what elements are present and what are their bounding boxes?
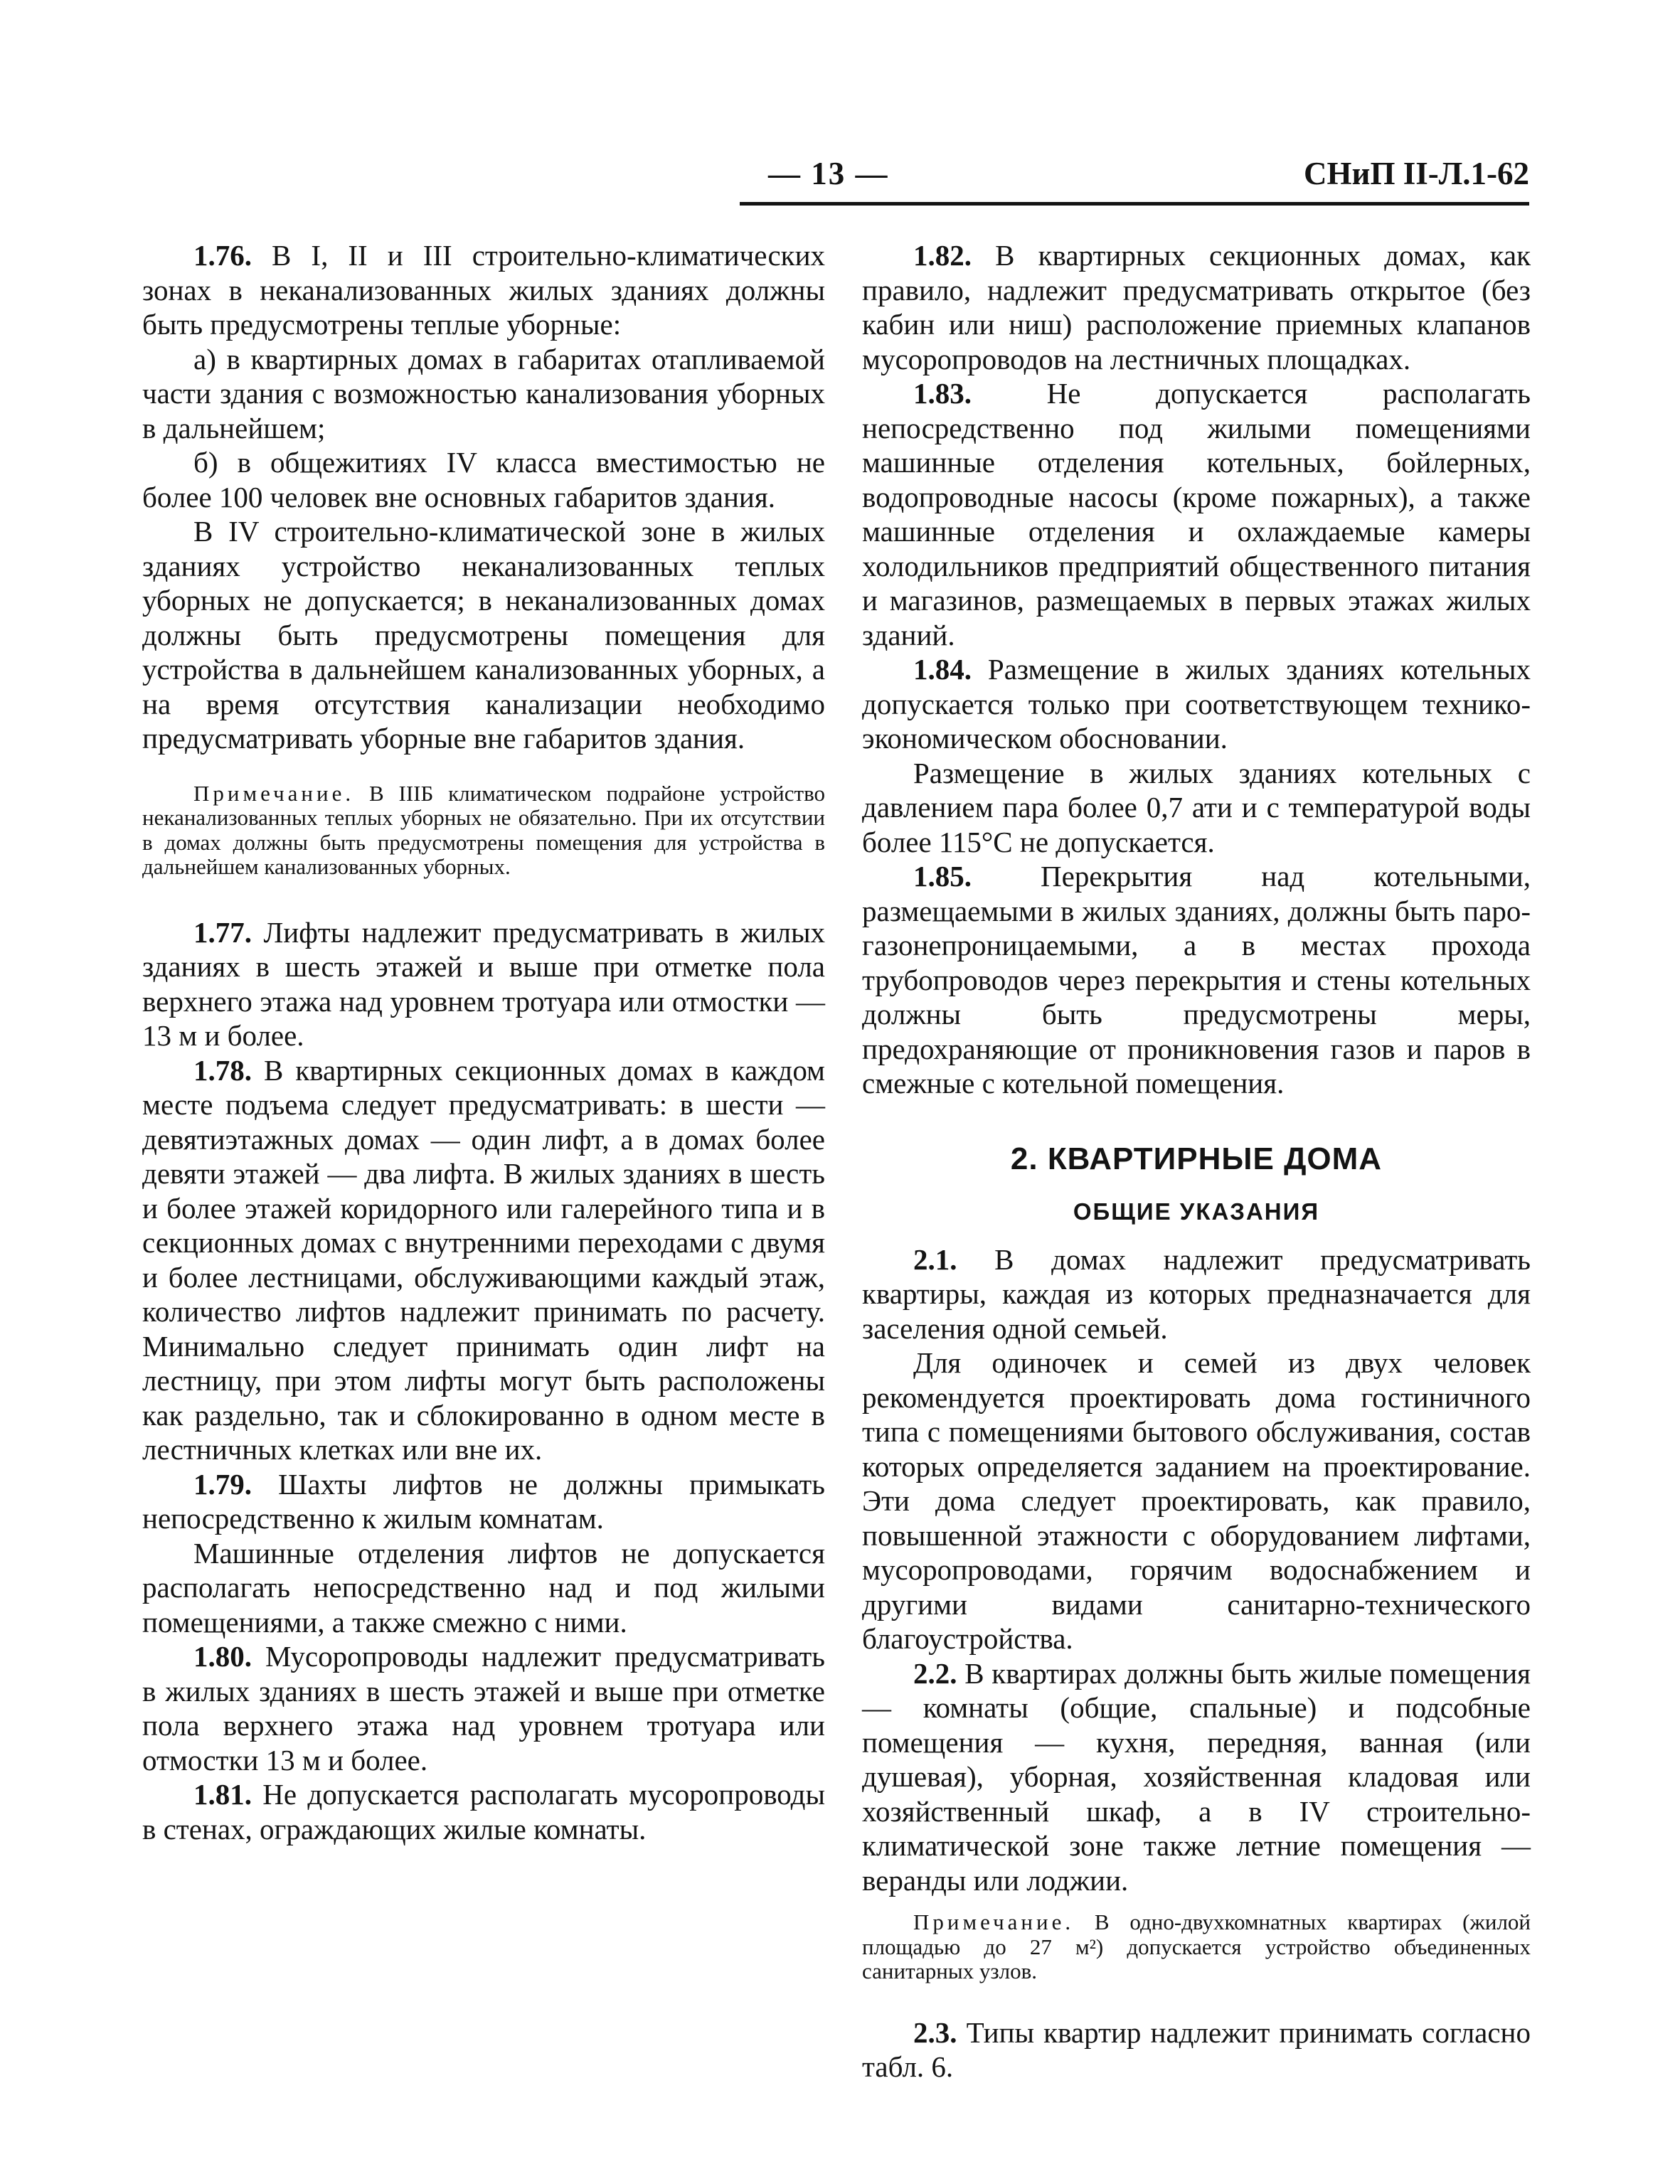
clause-number: 1.78. xyxy=(193,1053,252,1087)
clause-paragraph xyxy=(862,859,1531,1101)
clause-paragraph xyxy=(862,2015,1531,2084)
clause-number: 1.77. xyxy=(193,915,252,949)
clause-number: 1.83. xyxy=(913,377,972,410)
page-number: — 13 — xyxy=(768,156,889,191)
clause-text: Типы квартир надлежит принимать согласно табл. 6. xyxy=(862,2015,1531,2083)
section-heading: 2. КВАРТИРНЫЕ ДОМА xyxy=(1010,1141,1383,1176)
document-code: СНиП II-Л.1-62 xyxy=(1304,156,1529,191)
clause-number: 2.3. xyxy=(913,2015,957,2049)
clause-text: Шахты лифтов не должны примыкать непосредственно к жилым комнатам. xyxy=(142,1467,825,1535)
clause-text: Размещение в жилых зданиях котельных допускается только при соответствующем технико-экономическом обосновании. xyxy=(862,653,1531,755)
clause-text: Не допускается располагать непосредственно под жилыми помещениями машинные отделения котельных, бойлерных, водопроводные насосы (кроме пожарных), а также машинные отделения и охлаждаемые камеры холодильников предприятий общественного питания и магазинов, размещаемых в первых этажах жилых зданий. xyxy=(862,377,1531,651)
clause-number: 1.80. xyxy=(193,1640,252,1673)
subsection-heading: ОБЩИЕ УКАЗАНИЯ xyxy=(1073,1198,1320,1225)
clause-text: В I, II и III строительно-климатических зонах в неканализованных жилых зданиях должны быть предусмотрены теплые уборные: xyxy=(142,239,826,341)
clause-number: 1.79. xyxy=(193,1467,252,1501)
clause-paragraph xyxy=(142,238,825,342)
body-paragraph: В IV строительно-климатической зоне в жилых зданиях устройство неканализованных теплых уборных не допускается; в неканализованных домах должны быть предусмотрены помещения для устройства в дальнейшем канализованных уборных, а на время отсутствия канализации необходимо предусматривать уборные вне габаритов здания. xyxy=(142,515,825,755)
clause-text: В домах надлежит предусматривать квартиры, каждая из которых предназначается для заселения одной семьей. xyxy=(862,1242,1531,1345)
clause-paragraph xyxy=(142,915,825,1053)
body-paragraph: а) в квартирных домах в габаритах отапливаемой части здания с возможностью канализования уборных в дальнейшем; xyxy=(142,342,825,444)
body-paragraph: Для одиночек и семей из двух человек рекомендуется проектировать дома гостиничного типа с помещениями бытового обслуживания, состав которых определяется заданием на проектирование. Эти дома следует проектировать, как правило, повышенной этажности с оборудованием лифтами, мусоропроводами, горячим водоснабжением и другими видами санитарно-технического благоустройства. xyxy=(862,1346,1531,1655)
note-text: В IIIБ климатическом подрайоне устройство неканализованных теплых уборных не обязательно. При их отсутствии в домах должны быть предусмотрены помещения для устройства в дальнейшем канализованных уборных. xyxy=(142,780,826,879)
clause-text: Перекрытия над котельными, размещаемыми в жилых зданиях, должны быть паро-газонепроницаемыми, а в местах прохода трубопроводов через перекрытия и стены котельных должны быть предусмотрены меры, предохраняющие от проникновения газов и паров в смежные с котельной помещения. xyxy=(862,860,1531,1099)
note-paragraph xyxy=(142,782,825,880)
clause-text: В квартирах должны быть жилые помещения — комнаты (общие, спальные) и подсобные помещения — кухня, передняя, ванная (или душевая), уборная, хозяйственная кладовая или хозяйственный шкаф, а в IV строительно-климатической зоне также летние помещения — веранды или лоджии. xyxy=(862,1656,1531,1897)
body-paragraph: Машинные отделения лифтов не допускается располагать непосредственно над и под жилыми помещениями, а также смежно с ними. xyxy=(142,1536,825,1639)
clause-text: В квартирных секционных домах, как правило, надлежит предусматривать открытое (без кабин или ниш) расположение приемных клапанов мусоропроводов на лестничных площадках. xyxy=(862,239,1531,375)
clause-number: 2.1. xyxy=(913,1242,957,1276)
clause-text: Лифты надлежит предусматривать в жилых зданиях в шесть этажей и выше при отметке пола верхнего этажа над уровнем тротуара или отмостки — 13 м и более. xyxy=(142,915,825,1052)
clause-text: Мусоропроводы надлежит предусматривать в жилых зданиях в шесть этажей и выше при отметке пола верхнего этажа над уровнем тротуара или отмостки 13 м и более. xyxy=(142,1640,825,1777)
clause-number: 1.84. xyxy=(913,653,972,686)
clause-paragraph xyxy=(142,1639,825,1777)
clause-paragraph xyxy=(142,1053,825,1467)
note-text: В одно-двухкомнатных квартирах (жилой площадью до 27 м²) допускается устройство объединенных санитарных узлов. xyxy=(862,1909,1531,1983)
header-rule xyxy=(740,202,1529,206)
note-label: Примечание. xyxy=(193,780,355,806)
body-paragraph: Размещение в жилых зданиях котельных с давлением пара более 0,7 ати и с температурой воды более 115°С не допускается. xyxy=(862,756,1531,858)
clause-number: 2.2. xyxy=(913,1656,957,1690)
clause-paragraph xyxy=(862,376,1531,652)
clause-paragraph xyxy=(142,1467,825,1536)
clause-number: 1.82. xyxy=(913,239,972,272)
clause-text: В квартирных секционных домах в каждом месте подъема следует предусматривать: в шести — девятиэтажных домах — один лифт, а в домах более девяти этажей — два лифта. В жилых зданиях в шесть и более этажей коридорного или галерейного типа и в секционных домах с внутренними переходами с двумя и более лестницами, обслуживающими каждый этаж, количество лифтов надлежит принимать по расчету. Минимально следует принимать один лифт на лестницу, при этом лифты могут быть расположены как раздельно, так и сблокированно в одном месте в лестничных клетках или вне их. xyxy=(142,1053,825,1466)
clause-paragraph xyxy=(862,1242,1531,1346)
clause-paragraph xyxy=(862,652,1531,756)
note-label: Примечание. xyxy=(913,1909,1075,1934)
clause-text: Не допускается располагать мусоропроводы в стенах, ограждающих жилые комнаты. xyxy=(142,1778,825,1845)
body-paragraph: б) в общежитиях IV класса вместимостью не более 100 человек вне основных габаритов здания. xyxy=(142,446,825,513)
clause-number: 1.81. xyxy=(193,1778,252,1811)
clause-paragraph xyxy=(862,238,1531,376)
right-column xyxy=(862,238,1531,2084)
left-column xyxy=(142,238,825,1846)
note-paragraph xyxy=(862,1910,1531,1984)
clause-number: 1.85. xyxy=(913,860,972,893)
clause-paragraph xyxy=(142,1777,825,1846)
clause-paragraph xyxy=(862,1656,1531,1898)
clause-number: 1.76. xyxy=(193,239,252,272)
page-header xyxy=(142,149,1529,199)
